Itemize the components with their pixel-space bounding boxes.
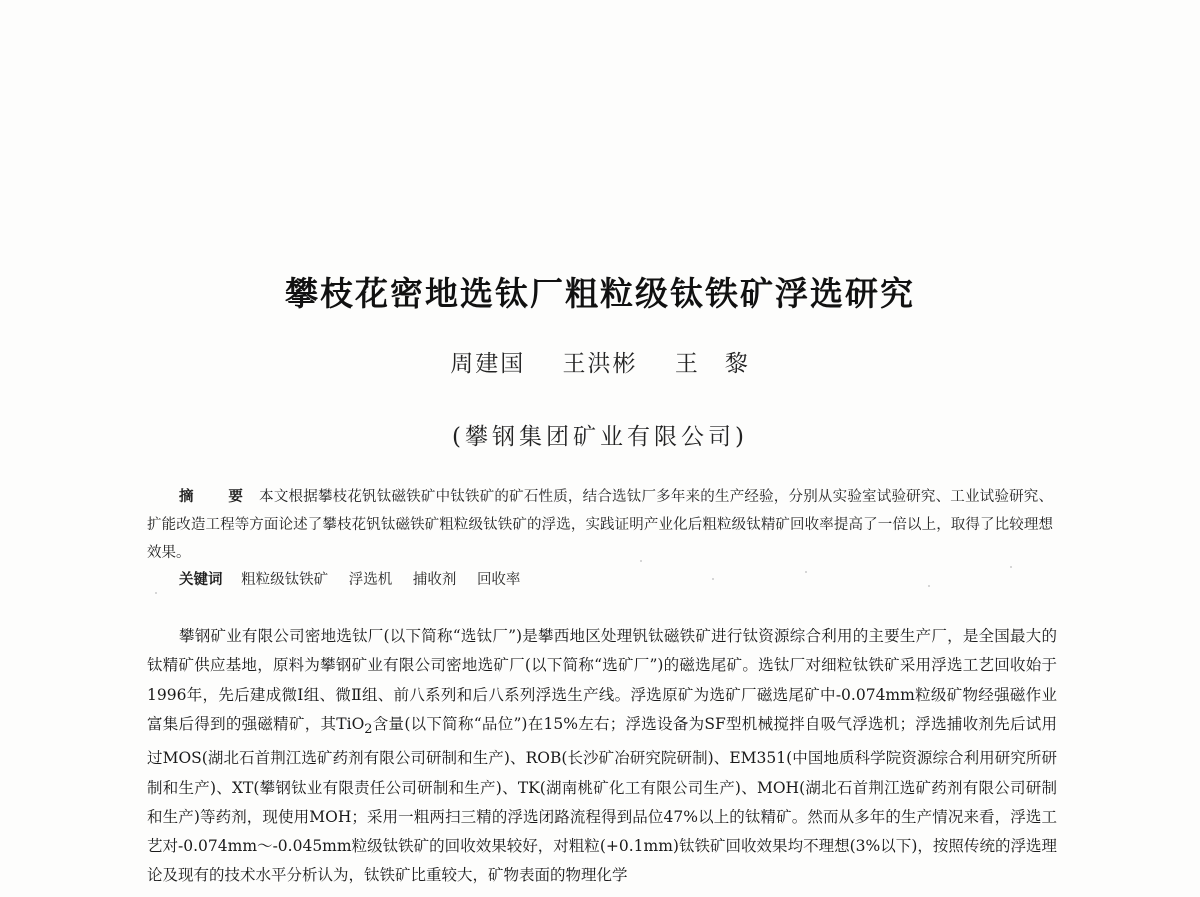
paper-title: 攀枝花密地选钛厂粗粒级钛铁矿浮选研究 bbox=[285, 274, 915, 313]
scan-speck bbox=[155, 592, 157, 594]
scan-speck bbox=[640, 560, 642, 562]
scan-speck bbox=[712, 578, 714, 580]
author-list bbox=[0, 345, 1200, 378]
author-name: 周建国 bbox=[450, 351, 526, 377]
scan-speck bbox=[928, 585, 930, 587]
scan-speck bbox=[1010, 566, 1012, 568]
keywords bbox=[179, 566, 1049, 594]
keyword-item: 捕收剂 bbox=[412, 572, 457, 588]
keyword-item: 粗粒级钛铁矿 bbox=[241, 572, 329, 588]
abstract bbox=[147, 483, 1053, 567]
body-text-part: 含量(以下简称“品位”)在15%左右；浮选设备为SF型机械搅拌自吸气浮选机；浮选捕收剂先后试用过MOS(湖北石首荆江选矿药剂有限公司研制和生产)、ROB(长沙矿冶研究院研制)、EM351(中国地质科学院资源综合利用研究所研制和生产)、XT(攀钢钛业有限责任公司研制和生产)、TK(湖南桃矿化工有限公司生产)、MOH(湖北石首荆江选矿药剂有限公司研制和生产)等药剂，现使用MOH；采用一粗两扫三精的浮选闭路流程得到品位47%以上的钛精矿。然而从多年的生产情况来看，浮选工艺对-0.074mm～-0.045mm粒级钛铁矿的回收效果较好，对粗粒(+0.1mm)钛铁矿回收效果均不理想(3%以下)，按照传统的浮选理论及现有的技术水平分析认为，钛铁矿比重较大，矿物表面的物理化学 bbox=[147, 714, 1057, 885]
subscript-text: 2 bbox=[364, 721, 373, 737]
abstract-text: 本文根据攀枝花钒钛磁铁矿中钛铁矿的矿石性质，结合选钛厂多年来的生产经验，分别从实验室试验研究、工业试验研究、扩能改造工程等方面论述了攀枝花钒钛磁铁矿粗粒级钛铁矿的浮选，实践证明产业化后粗粒级钛精矿回收率提高了一倍以上，取得了比较理想效果。 bbox=[147, 489, 1054, 561]
author-name: 王 黎 bbox=[674, 351, 750, 377]
body-paragraph bbox=[147, 622, 1057, 897]
body-text-part: 攀钢矿业有限公司密地选钛厂(以下简称“选钛厂”)是攀西地区处理钒钛磁铁矿进行钛资源综合利用的主要生产厂，是全国最大的钛精矿供应基地，原料为攀钢矿业有限公司密地选矿厂(以下简称“选矿厂”)的磁选尾矿。选钛厂对细粒钛铁矿采用浮选工艺回收始于1996年，先后建成微Ⅰ组、微Ⅱ组、前八系列和后八系列浮选生产线。浮选原矿为选矿厂磁选尾矿中-0.074mm粒级矿物经强磁作业富集后得到的强磁精矿，其TiO bbox=[147, 627, 1057, 733]
author-name: 王洪彬 bbox=[562, 351, 638, 377]
keyword-item: 浮选机 bbox=[348, 572, 393, 588]
abstract-label: 摘 要 bbox=[179, 489, 254, 505]
keyword-item: 回收率 bbox=[476, 572, 521, 588]
affiliation: (攀钢集团矿业有限公司) bbox=[452, 424, 748, 450]
scan-speck bbox=[805, 571, 807, 573]
keywords-label: 关键词 bbox=[179, 572, 223, 588]
